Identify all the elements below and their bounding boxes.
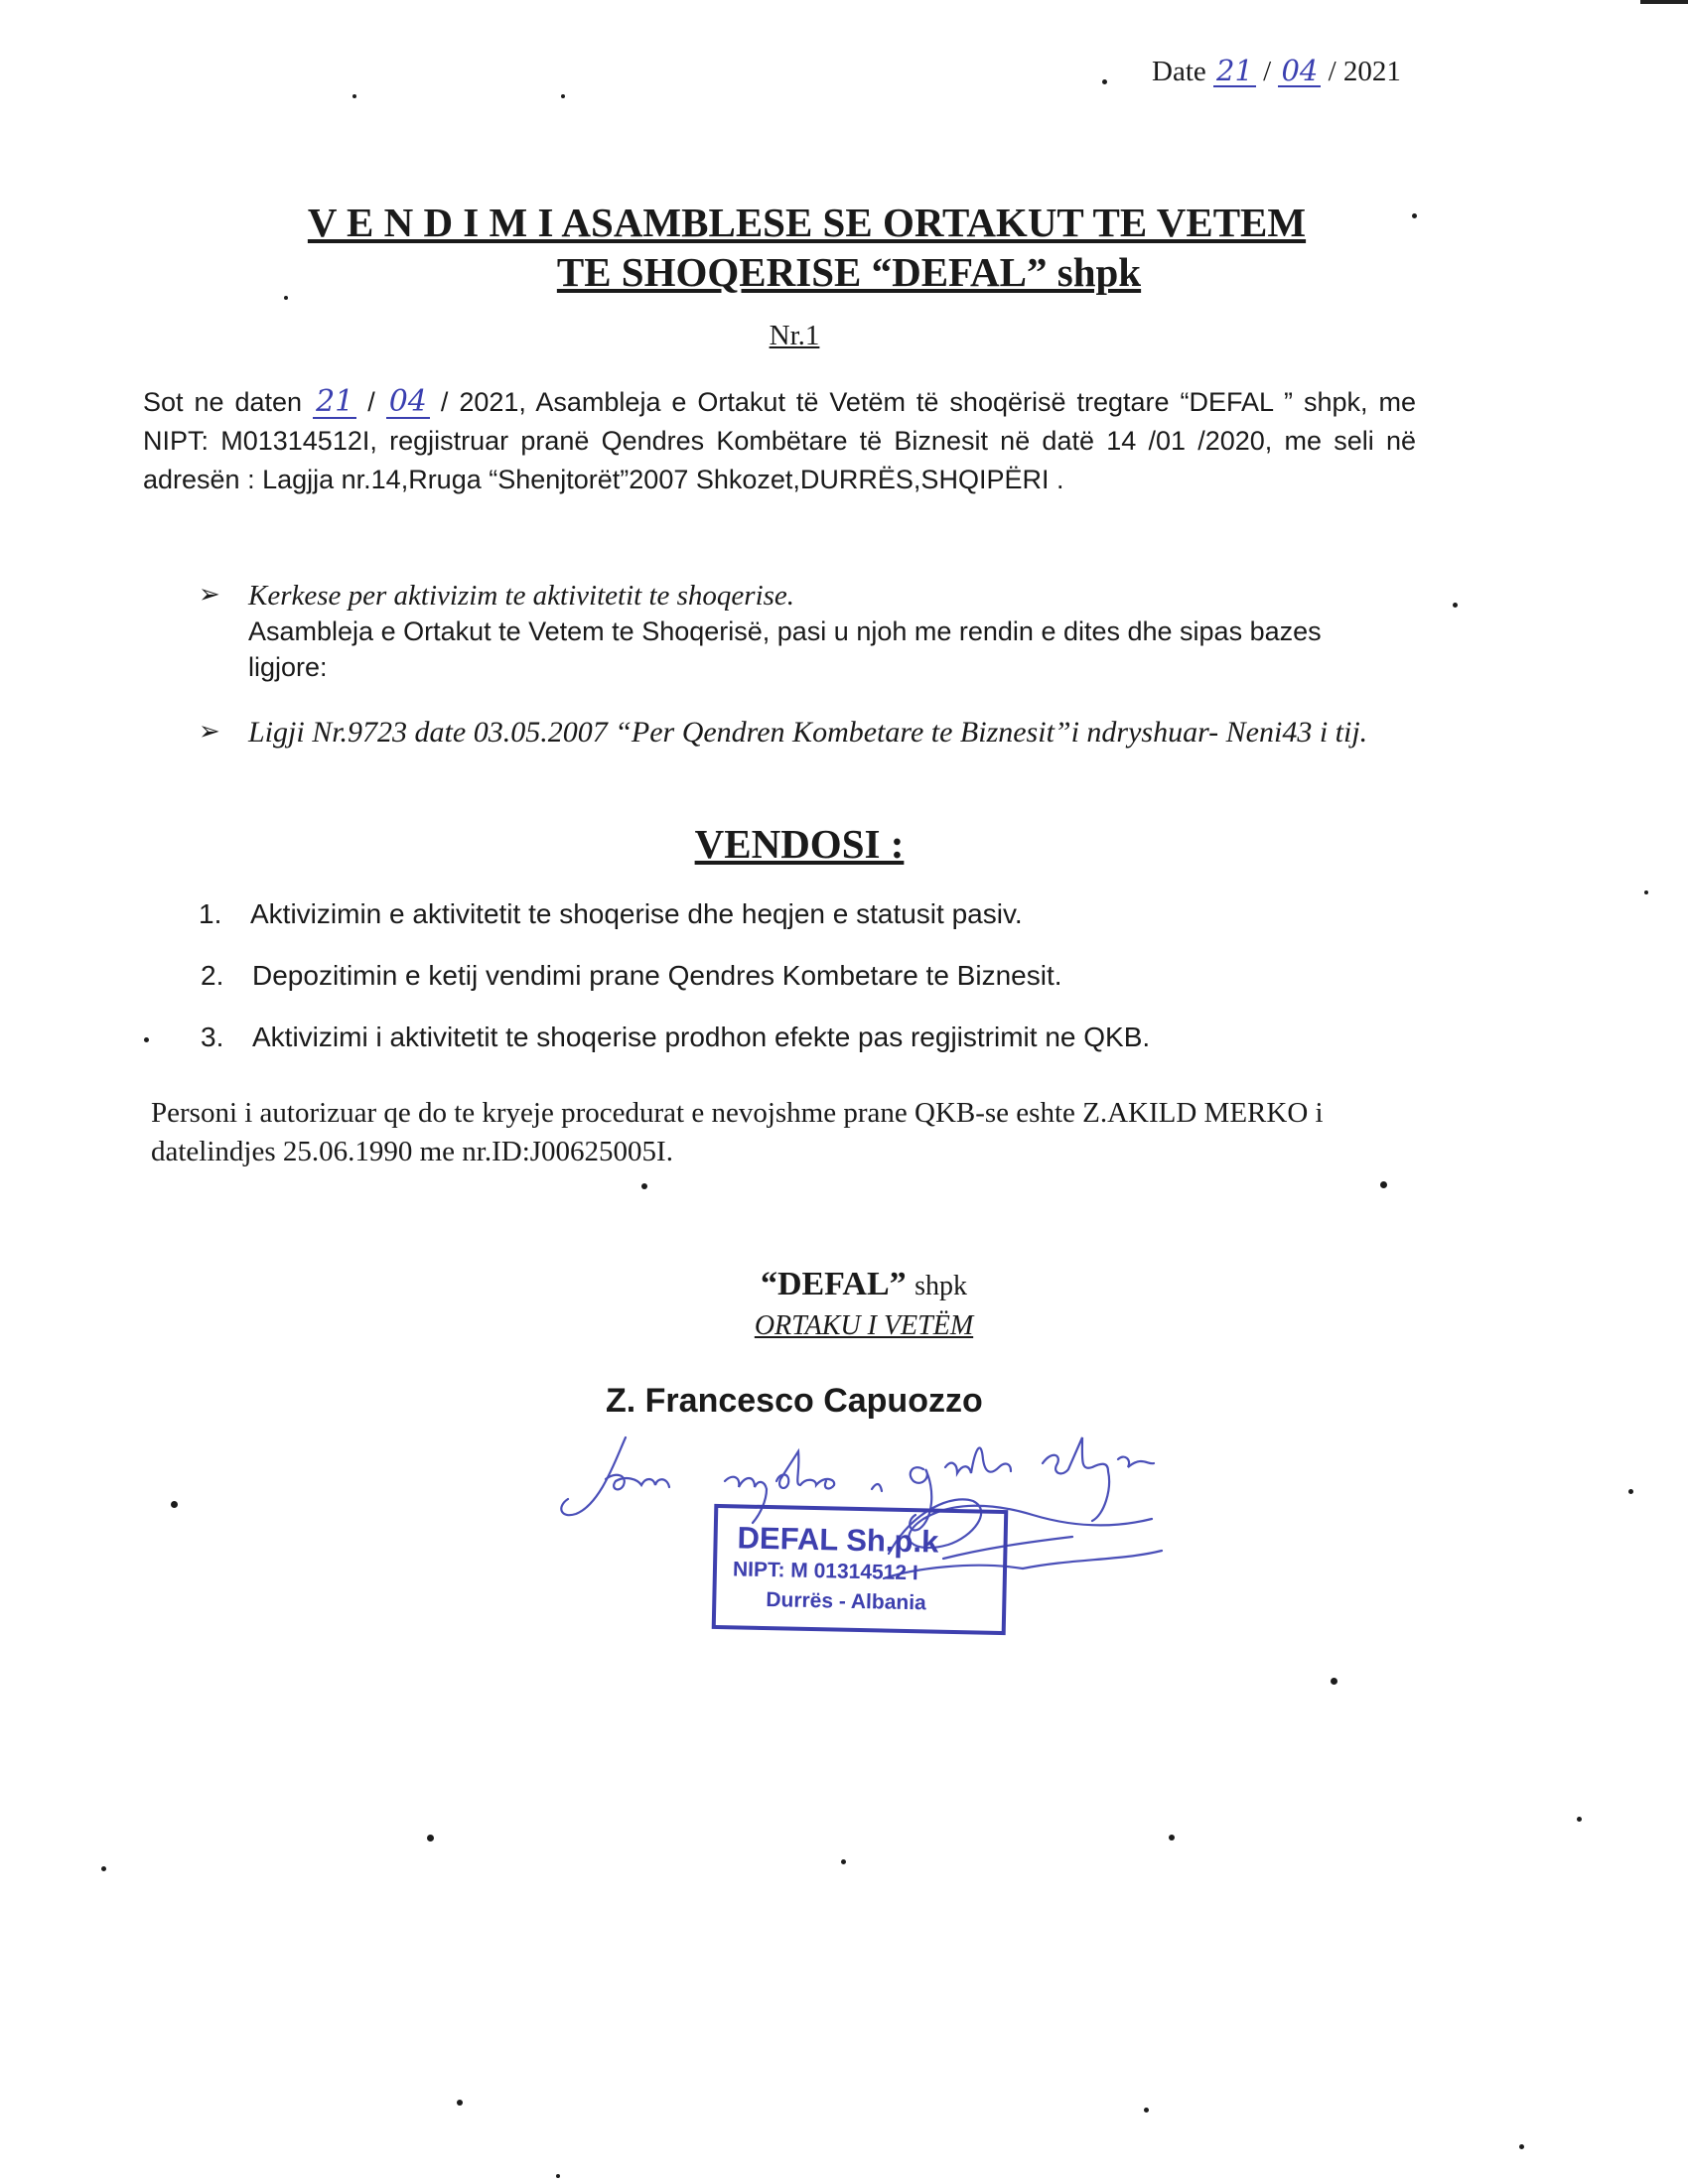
intro-prefix: Sot ne daten	[143, 387, 303, 417]
intro-paragraph: Sot ne daten 21 / 04 / 2021, Asambleja e Ortakut të Vetëm të shoqërisë tregtare “DEFAL ” shpk, me NIPT: M01314512I, regjistruar pranë Qendres Kombëtare të Biznesit në datë 14 /01 /2020, me seli në adresën : Lagjja nr.14,Rruga “Shenjtorët”2007 Shkozet,DURRËS,SHQIPËRI .	[143, 384, 1416, 494]
document-title-line1: V E N D I M I ASAMBLESE SE ORTAKUT TE VETEM	[307, 200, 1307, 245]
signer-role: ORTAKU I VETËM	[754, 1310, 974, 1341]
bullet-law-reference: Ligji Nr.9723 date 03.05.2007 “Per Qendren Kombetare te Biznesit”i ndryshuar- Neni43 i tij.	[248, 716, 1368, 749]
authorized-person-paragraph: Personi i autorizuar qe do te kryeje procedurat e nevojshme prane QKB-se eshte Z.AKILD MERKO i datelindjes 25.06.1990 me nr.ID:J00625005I.	[151, 1097, 1324, 1167]
list-item: 1. Aktivizimin e aktivitetit te shoqerise dhe heqjen e statusit pasiv.	[199, 898, 1023, 929]
date-day-handwritten: 21	[1213, 57, 1256, 87]
scan-edge-mark	[1640, 0, 1688, 4]
stamp-nipt: NIPT: M 01314512 I	[732, 1558, 918, 1585]
document-date: Date 21 / 04 / 2021	[1152, 54, 1401, 87]
bullet-body: Asambleja e Ortakut te Vetem te Shoqerisë, pasi u njoh me rendin e dites dhe sipas bazes ligjore:	[248, 616, 1322, 682]
arrow-bullet-icon: ➢	[199, 717, 220, 746]
decision-number: Nr.1	[769, 320, 820, 351]
intro-day-handwritten: 21	[313, 387, 356, 419]
signer-name: Z. Francesco Capuozzo	[606, 1382, 983, 1420]
date-label: Date	[1152, 56, 1206, 87]
date-month-handwritten: 04	[1278, 57, 1321, 87]
bullet-title: Kerkese per aktivizim te aktivitetit te shoqerise.	[248, 580, 795, 612]
company-stamp	[712, 1504, 1009, 1635]
stamp-company-name: DEFAL Sh.p.k	[737, 1520, 939, 1560]
document-title-line2: TE SHOQERISE “DEFAL” shpk	[556, 249, 1142, 295]
company-name: “DEFAL” shpk	[760, 1266, 968, 1302]
list-item: 3. Aktivizimi i aktivitetit te shoqerise prodhon efekte pas regjistrimit ne QKB.	[201, 1022, 1151, 1052]
stamp-city: Durrës - Albania	[766, 1588, 926, 1615]
date-year: / 2021	[1328, 56, 1401, 87]
intro-text: / 2021, Asambleja e Ortakut të Vetëm të shoqërisë tregtare “DEFAL ” shpk, me NIPT: M01314512I, regjistruar pranë Qendres Kombëtare të Biznesit në datë 14 /01 /2020, me seli në adresën : Lagjja nr.14,Rruga “Shenjtorët”2007 Shkozet,DURRËS,SHQIPËRI .	[143, 387, 1416, 494]
decides-heading: VENDOSI :	[694, 821, 905, 867]
arrow-bullet-icon: ➢	[199, 580, 220, 609]
list-item: 2. Depozitimin e ketij vendimi prane Qendres Kombetare te Biznesit.	[201, 960, 1062, 991]
intro-month-handwritten: 04	[386, 387, 430, 419]
bullet-item	[248, 578, 1380, 685]
